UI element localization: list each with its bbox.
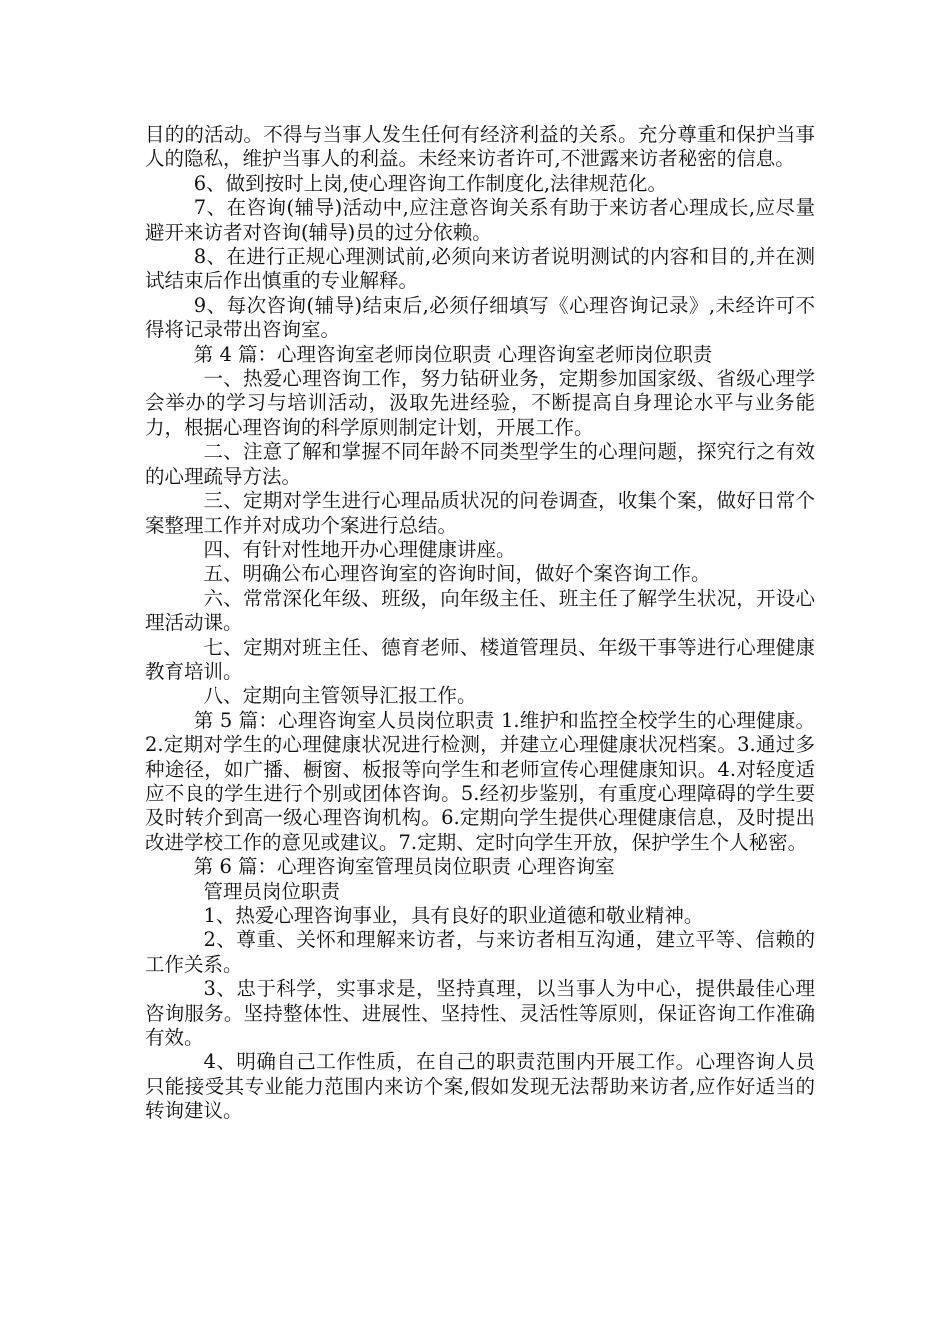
document-body: [145, 123, 815, 1124]
paragraph: 6、做到按时上岗,使心理咨询工作制度化,法律规范化。: [193, 171, 668, 195]
paragraph: 四、有针对性地开办心理健康讲座。: [203, 537, 516, 561]
paragraph: 2、尊重、关怀和理解来访者，与来访者相互沟通，建立平等、信赖的工作关系。: [145, 928, 815, 976]
paragraph: 7、在咨询(辅导)活动中,应注意咨询关系有助于来访者心理成长,应尽量避开来访者对咨询(辅导)员的过分依赖。: [145, 196, 815, 244]
paragraph: 目的的活动。不得与当事人发生任何有经济利益的关系。充分尊重和保护当事人的隐私，维护当事人的利益。未经来访者许可,不泄露来访者秘密的信息。: [145, 123, 815, 171]
paragraph: 八、定期向主管领导汇报工作。: [203, 684, 477, 708]
paragraph: 1、热爱心理咨询事业，具有良好的职业道德和敬业精神。: [203, 904, 704, 927]
paragraph: 3、忠于科学，实事求是，坚持真理，以当事人为中心，提供最佳心理咨询服务。坚持整体性、进展性、坚持性、灵活性等原则，保证咨询工作准确有效。: [145, 977, 815, 1050]
paragraph: 9、每次咨询(辅导)结束后,必须仔细填写《心理咨询记录》,未经许可不得将记录带出咨询室。: [145, 293, 815, 342]
paragraph: 8、在进行正规心理测试前,必须向来访者说明测试的内容和目的,并在测试结束后作出慎重的专业解释。: [145, 245, 815, 293]
section-heading-5: 第 5 篇：心理咨询室人员岗位职责 1.维护和监控全校学生的心理健康。2.定期对学生的心理健康状况进行检测，并建立心理健康状况档案。3.通过多种途径，如广播、橱窗、板报等向学生和老师宣传心理健康知识。4.对轻度适应不良的学生进行个别或团体咨询。5.经初步鉴别，有重度心理障碍的学生要及时转介到高一级心理咨询机构。6.定期向学生提供心理健康信息，及时提出改进学校工作的意见或建议。7.定期、定时向学生开放，保护学生个人秘密。: [145, 708, 815, 854]
paragraph: 五、明确公布心理咨询室的咨询时间，做好个案咨询工作。: [203, 562, 711, 586]
section-heading-6: 第 6 篇：心理咨询室管理员岗位职责 心理咨询室: [193, 855, 615, 879]
paragraph: 管理员岗位职责: [203, 879, 341, 903]
paragraph: 二、注意了解和掌握不同年龄不同类型学生的心理问题，探究行之有效的心理疏导方法。: [145, 440, 815, 488]
paragraph: 三、定期对学生进行心理品质状况的问卷调查，收集个案，做好日常个案整理工作并对成功个案进行总结。: [145, 489, 815, 537]
paragraph: 一、热爱心理咨询工作，努力钻研业务，定期参加国家级、省级心理学会举办的学习与培训活动，汲取先进经验，不断提高自身理论水平与业务能力，根据心理咨询的科学原则制定计划，开展工作。: [145, 367, 815, 439]
paragraph: 七、定期对班主任、德育老师、楼道管理员、年级干事等进行心理健康教育培训。: [145, 635, 815, 683]
paragraph: 4、明确自己工作性质，在自己的职责范围内开展工作。心理咨询人员只能接受其专业能力范围内来访个案,假如发现无法帮助来访者,应作好适当的转询建议。: [145, 1050, 815, 1123]
section-heading-4: 第 4 篇：心理咨询室老师岗位职责 心理咨询室老师岗位职责: [193, 342, 713, 366]
paragraph: 六、常常深化年级、班级，向年级主任、班主任了解学生状况，开设心理活动课。: [145, 586, 815, 635]
